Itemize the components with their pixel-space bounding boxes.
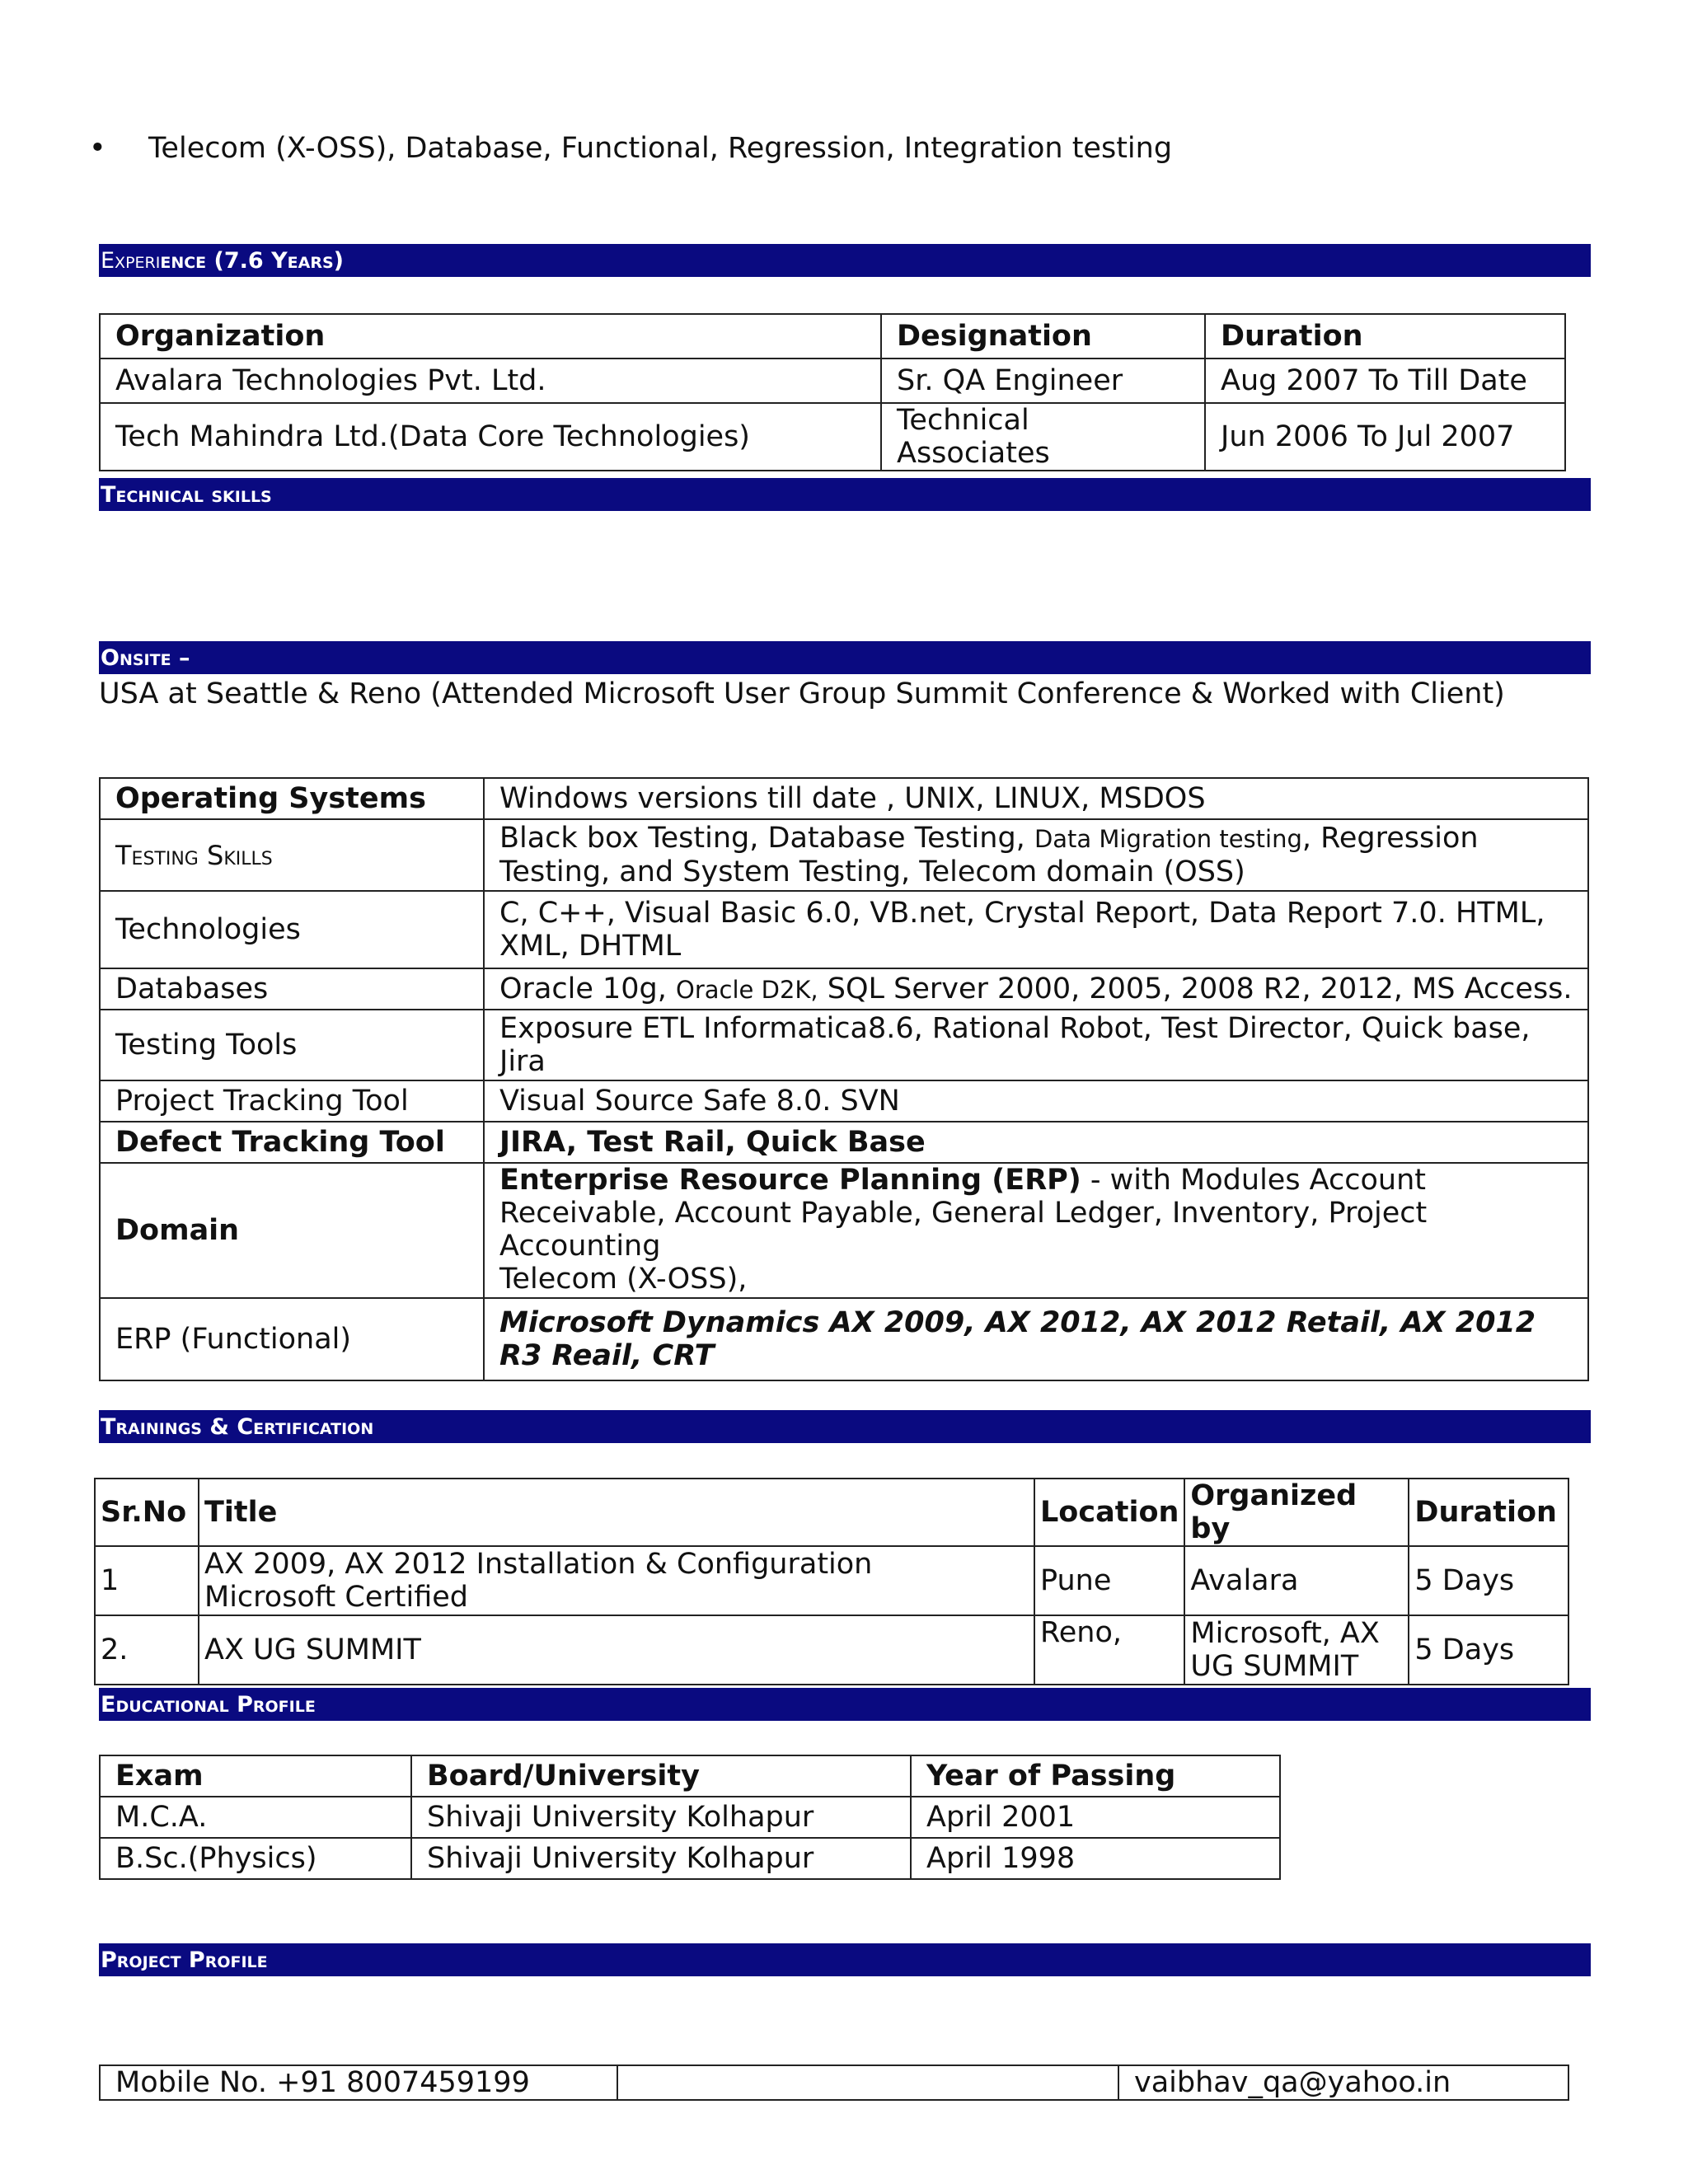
table-row — [100, 819, 1588, 891]
skill-label: Domain — [100, 1163, 484, 1298]
section-technical-skills: Technical skills — [99, 478, 1591, 511]
skill-label: Operating Systems — [100, 778, 484, 819]
cell-year: April 2001 — [911, 1797, 1280, 1838]
cell-organization: Avalara Technologies Pvt. Ltd. — [100, 359, 881, 403]
table-row — [100, 891, 1588, 968]
cell-organized-by: Avalara — [1184, 1546, 1409, 1615]
skill-value-part: Telecom (X-OSS), — [499, 1263, 748, 1296]
skill-value-part: Data Migration testing — [1034, 825, 1302, 853]
empty-cell — [617, 2065, 1118, 2100]
table-row — [100, 1080, 1588, 1122]
table-row — [100, 1797, 1280, 1838]
mobile-number: Mobile No. +91 8007459199 — [100, 2065, 617, 2100]
cell-exam: B.Sc.(Physics) — [100, 1838, 411, 1879]
cell-year: April 1998 — [911, 1838, 1280, 1879]
table-row — [95, 1546, 1568, 1615]
skill-value-part: , Regression Testing, and System Testing, Telecom domain (OSS) — [499, 822, 1479, 888]
skills-bullet — [89, 132, 1173, 165]
skill-value-part: - with Modules Account Receivable, Account Payable, General Ledger, Inventory, Project Accounting — [499, 1164, 1428, 1263]
section-trainings: Trainings & Certification — [99, 1410, 1591, 1443]
table-row — [100, 1122, 1588, 1163]
col-exam: Exam — [100, 1755, 411, 1797]
col-location: Location — [1034, 1479, 1184, 1546]
cell-organized-by: Microsoft, AX UG SUMMIT — [1184, 1615, 1409, 1685]
skill-value-part: Enterprise Resource Planning (ERP) — [499, 1164, 1081, 1197]
cell-board: Shivaji University Kolhapur — [411, 1838, 911, 1879]
cell-exam: M.C.A. — [100, 1797, 411, 1838]
table-header-row — [95, 1479, 1568, 1546]
skill-value: JIRA, Test Rail, Quick Base — [484, 1122, 1588, 1163]
table-row — [100, 778, 1588, 819]
cell-title-text: AX 2009, AX 2012 Installation & Configuration Microsoft Certified — [204, 1548, 873, 1614]
skill-value — [484, 819, 1588, 891]
col-year: Year of Passing — [911, 1755, 1280, 1797]
skill-value-part: SQL Server 2000, 2005, 2008 R2, 2012, MS Access. — [818, 972, 1573, 1005]
skill-label: Databases — [100, 968, 484, 1010]
cell-organization: Tech Mahindra Ltd.(Data Core Technologies) — [100, 403, 881, 471]
cell-duration: Aug 2007 To Till Date — [1205, 359, 1565, 403]
table-row — [100, 2065, 1568, 2100]
trainings-table — [94, 1478, 1569, 1685]
email-address: vaibhav_qa@yahoo.in — [1118, 2065, 1568, 2100]
bullet-icon: • — [89, 132, 106, 165]
cell-board: Shivaji University Kolhapur — [411, 1797, 911, 1838]
contact-footer — [99, 2064, 1569, 2101]
cell-location: Pune — [1034, 1546, 1184, 1615]
section-projects: Project Profile — [99, 1943, 1591, 1976]
education-table — [99, 1755, 1281, 1880]
skills-table — [99, 777, 1589, 1381]
cell-designation: Technical Associates — [881, 403, 1205, 471]
col-duration: Duration — [1205, 314, 1565, 359]
table-row — [100, 359, 1565, 403]
table-header-row — [100, 314, 1565, 359]
table-row — [100, 1010, 1588, 1080]
col-organized-by: Organized by — [1184, 1479, 1409, 1546]
cell-title — [199, 1546, 1034, 1615]
table-row — [95, 1615, 1568, 1685]
skills-bullet-text: Telecom (X-OSS), Database, Functional, Regression, Integration testing — [148, 132, 1173, 165]
col-organization: Organization — [100, 314, 881, 359]
cell-duration: Jun 2006 To Jul 2007 — [1205, 403, 1565, 471]
skill-value: Exposure ETL Informatica8.6, Rational Robot, Test Director, Quick base, Jira — [484, 1010, 1588, 1080]
skill-value: Microsoft Dynamics AX 2009, AX 2012, AX 2012 Retail, AX 2012 R3 Reail, CRT — [484, 1298, 1588, 1380]
experience-table — [99, 313, 1566, 471]
section-experience-part-a: Experi — [101, 248, 161, 274]
table-row — [100, 403, 1565, 471]
col-title: Title — [199, 1479, 1034, 1546]
section-experience-part-b: ence (7.6 Years) — [160, 248, 345, 274]
skill-value-part: Oracle D2K, — [676, 975, 818, 1004]
table-row — [100, 968, 1588, 1010]
section-education: Educational Profile — [99, 1688, 1591, 1721]
skill-value: Visual Source Safe 8.0. SVN — [484, 1080, 1588, 1122]
table-row — [100, 1298, 1588, 1380]
table-header-row — [100, 1755, 1280, 1797]
cell-title: AX UG SUMMIT — [199, 1615, 1034, 1685]
section-onsite: Onsite – — [99, 641, 1591, 674]
table-row — [100, 1838, 1280, 1879]
cell-duration: 5 Days — [1409, 1615, 1568, 1685]
cell-duration: 5 Days — [1409, 1546, 1568, 1615]
col-duration: Duration — [1409, 1479, 1568, 1546]
col-board: Board/University — [411, 1755, 911, 1797]
cell-srno: 1 — [95, 1546, 199, 1615]
skill-value-part: Oracle 10g, — [499, 972, 677, 1005]
skill-label: Testing Skills — [100, 819, 484, 891]
skill-value — [484, 1163, 1588, 1298]
col-designation: Designation — [881, 314, 1205, 359]
skill-label: ERP (Functional) — [100, 1298, 484, 1380]
skill-value: C, C++, Visual Basic 6.0, VB.net, Crystal Report, Data Report 7.0. HTML, XML, DHTML — [484, 891, 1588, 968]
skill-value — [484, 968, 1588, 1010]
skill-label: Technologies — [100, 891, 484, 968]
onsite-text: USA at Seattle & Reno (Attended Microsoft User Group Summit Conference & Worked with Client) — [99, 677, 1505, 710]
cell-srno: 2. — [95, 1615, 199, 1685]
skill-label: Defect Tracking Tool — [100, 1122, 484, 1163]
skill-value: Windows versions till date , UNIX, LINUX, MSDOS — [484, 778, 1588, 819]
cell-designation: Sr. QA Engineer — [881, 359, 1205, 403]
skill-label: Project Tracking Tool — [100, 1080, 484, 1122]
skill-value-part: Black box Testing, Database Testing, — [499, 822, 1034, 855]
table-row — [100, 1163, 1588, 1298]
skill-label: Testing Tools — [100, 1010, 484, 1080]
col-srno: Sr.No — [95, 1479, 199, 1546]
cell-location: Reno, — [1034, 1615, 1184, 1685]
section-experience — [99, 244, 1591, 277]
